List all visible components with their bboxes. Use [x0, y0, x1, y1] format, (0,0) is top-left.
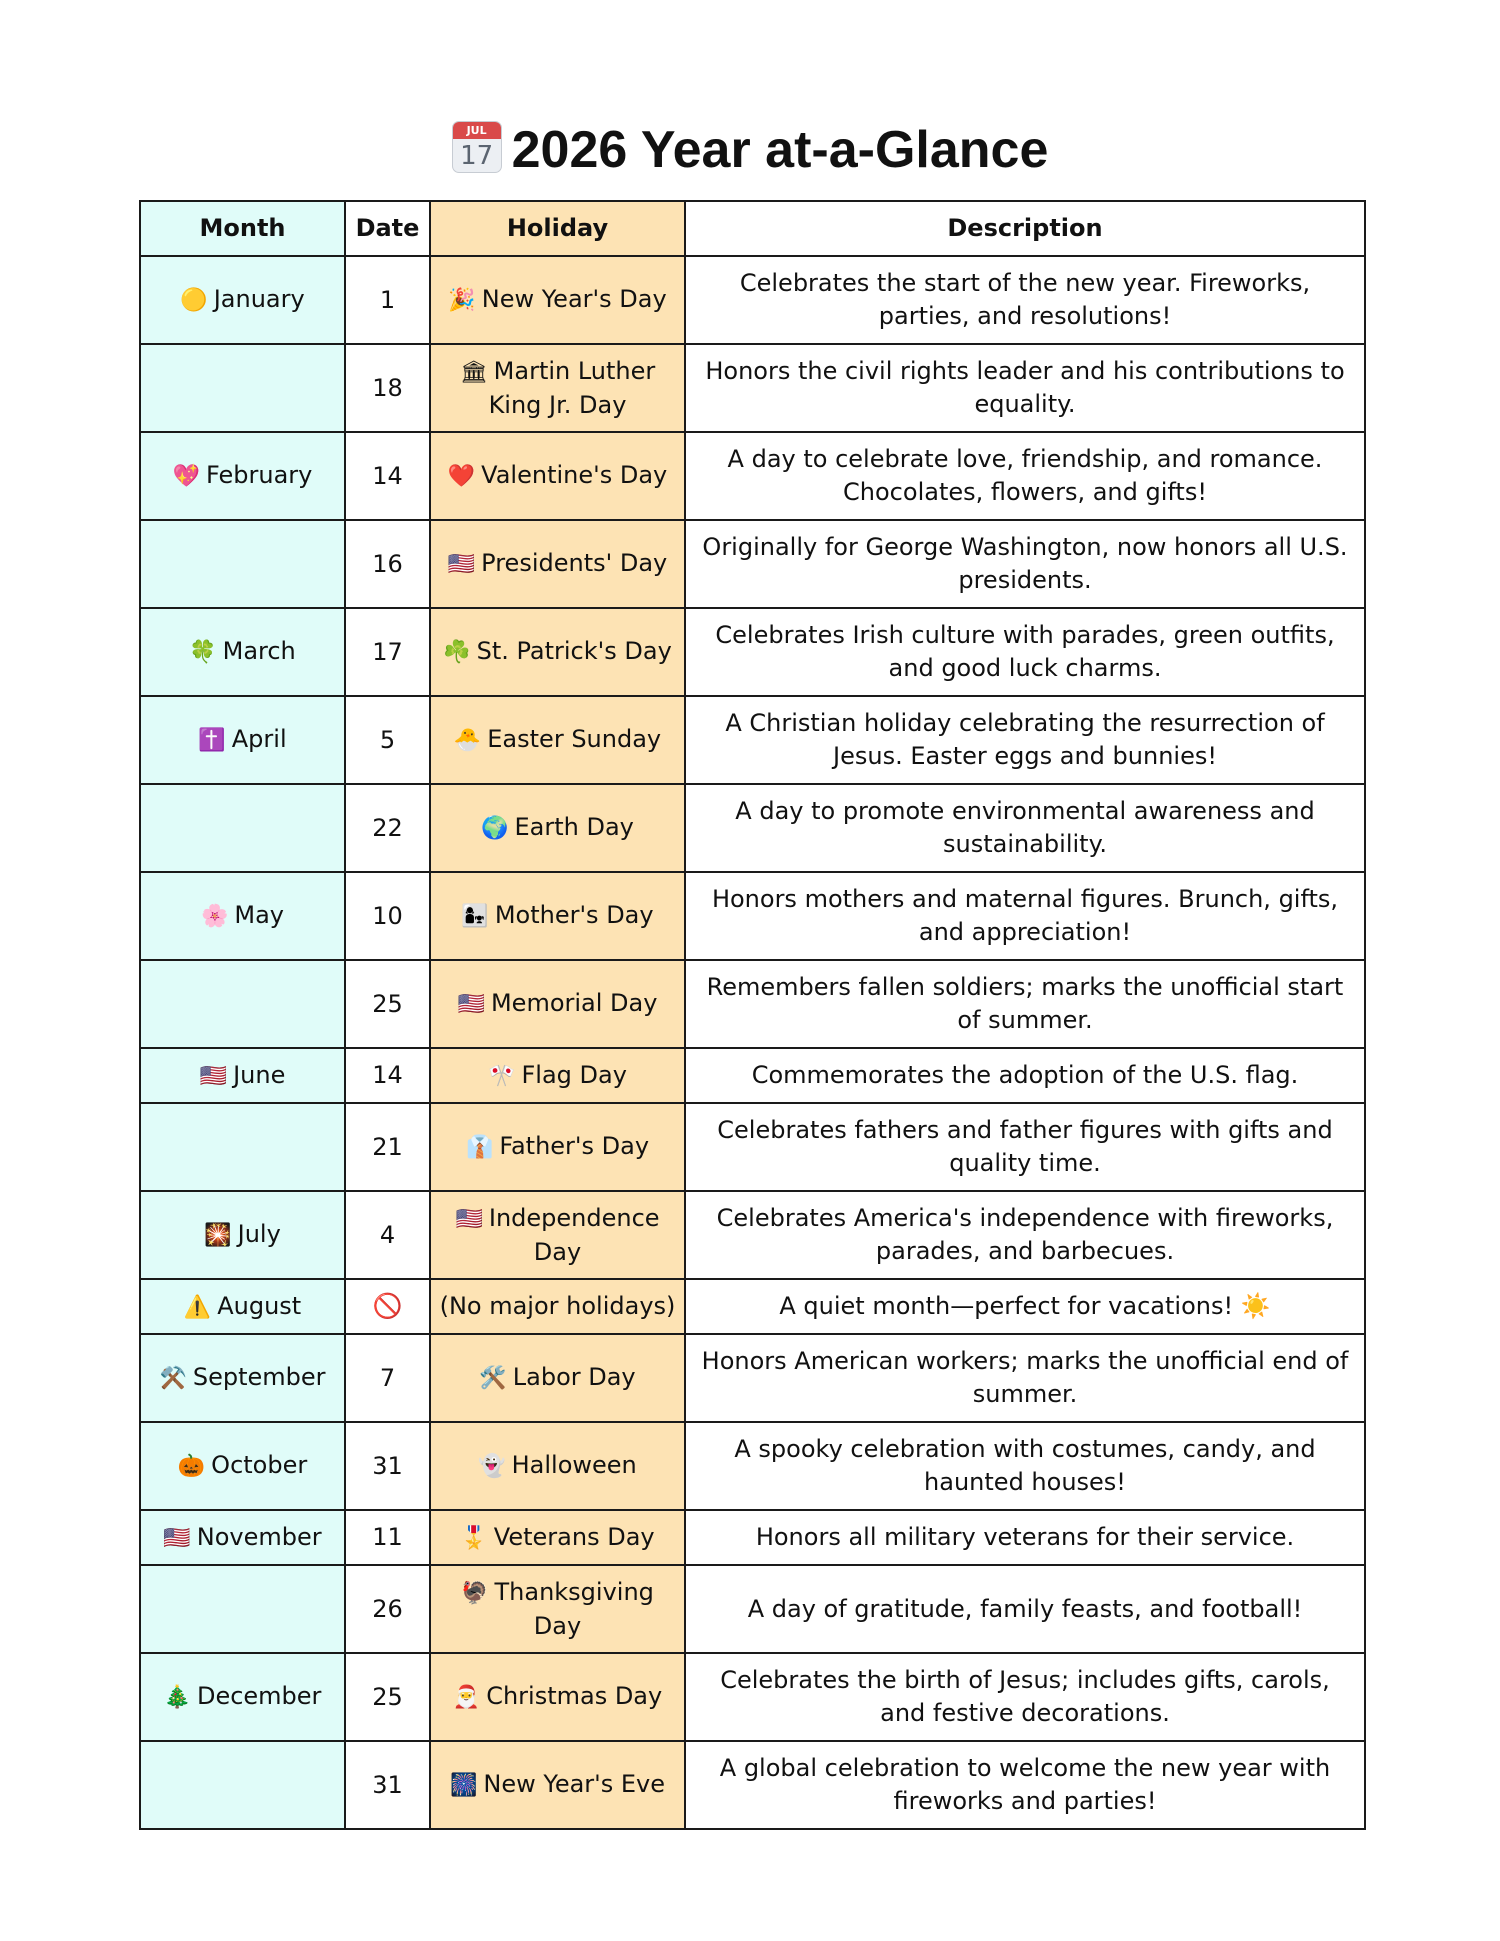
- holiday-table: [139, 200, 1366, 1830]
- date-cell: 17: [345, 608, 430, 696]
- holiday-cell: 🛠️ Labor Day: [430, 1334, 685, 1422]
- date-cell: 14: [345, 1048, 430, 1103]
- description-cell: Celebrates the birth of Jesus; includes gifts, carols, and festive decorations.: [685, 1653, 1365, 1741]
- date-cell: 22: [345, 784, 430, 872]
- month-icon: 🎇: [204, 1223, 232, 1248]
- holiday-cell: 👔 Father's Day: [430, 1103, 685, 1191]
- month-cell: ⚒️ September: [140, 1334, 345, 1422]
- description-cell: Commemorates the adoption of the U.S. flag.: [685, 1048, 1365, 1103]
- holiday-cell: 🇺🇸 Presidents' Day: [430, 520, 685, 608]
- description-cell: Celebrates fathers and father figures with gifts and quality time.: [685, 1103, 1365, 1191]
- table-row: [140, 1653, 1365, 1741]
- holiday-cell: 🌍 Earth Day: [430, 784, 685, 872]
- table-row: [140, 1103, 1365, 1191]
- month-cell: 🇺🇸 November: [140, 1510, 345, 1565]
- holiday-icon: 🎆: [449, 1773, 478, 1798]
- description-cell: Honors the civil rights leader and his contributions to equality.: [685, 344, 1365, 432]
- month-cell: 🌸 May: [140, 872, 345, 960]
- table-row: [140, 1334, 1365, 1422]
- holiday-icon: 🎉: [448, 288, 476, 313]
- month-icon: ⚠️: [183, 1294, 212, 1320]
- holiday-icon: 🛠️: [479, 1366, 507, 1391]
- description-cell: Celebrates America's independence with fireworks, parades, and barbecues.: [685, 1191, 1365, 1279]
- table-header-row: [140, 201, 1365, 256]
- holiday-cell: 🦃 Thanksgiving Day: [430, 1565, 685, 1653]
- table-row: [140, 1510, 1365, 1565]
- header-month: Month: [140, 201, 345, 256]
- date-cell: 21: [345, 1103, 430, 1191]
- table-row: [140, 432, 1365, 520]
- month-cell: ⚠️ August: [140, 1279, 345, 1334]
- month-cell: 🎇 July: [140, 1191, 345, 1279]
- holiday-icon: 🌍: [481, 816, 509, 841]
- month-cell: 🍀 March: [140, 608, 345, 696]
- description-cell: Honors mothers and maternal figures. Brunch, gifts, and appreciation!: [685, 872, 1365, 960]
- date-cell: 25: [345, 1653, 430, 1741]
- month-icon: 🌸: [200, 904, 229, 929]
- date-cell: 5: [345, 696, 430, 784]
- month-cell: [140, 1103, 345, 1191]
- description-cell: Celebrates the start of the new year. Fireworks, parties, and resolutions!: [685, 256, 1365, 344]
- month-icon: 💖: [172, 464, 201, 489]
- holiday-icon: 👔: [465, 1135, 494, 1160]
- month-cell: [140, 1741, 345, 1829]
- description-cell: Originally for George Washington, now honors all U.S. presidents.: [685, 520, 1365, 608]
- header-date: Date: [345, 201, 430, 256]
- holiday-icon: 🦃: [461, 1580, 489, 1606]
- month-cell: ✝️ April: [140, 696, 345, 784]
- holiday-cell: 🎖️ Veterans Day: [430, 1510, 685, 1565]
- holiday-cell: 👻 Halloween: [430, 1422, 685, 1510]
- month-icon: 🎄: [163, 1685, 191, 1710]
- month-icon: 🍀: [189, 640, 217, 665]
- holiday-cell: ☘️ St. Patrick's Day: [430, 608, 685, 696]
- date-cell: 18: [345, 344, 430, 432]
- holiday-icon: 🇺🇸: [455, 1206, 483, 1232]
- date-cell: 🚫: [345, 1279, 430, 1334]
- date-cell: 25: [345, 960, 430, 1048]
- table-row: [140, 608, 1365, 696]
- page-title-text: 2026 Year at-a-Glance: [511, 121, 1049, 179]
- description-cell: A day of gratitude, family feasts, and football!: [685, 1565, 1365, 1653]
- table-row: [140, 1565, 1365, 1653]
- month-cell: 💖 February: [140, 432, 345, 520]
- header-description: Description: [685, 201, 1365, 256]
- table-row: [140, 1741, 1365, 1829]
- table-row: [140, 960, 1365, 1048]
- description-cell: A quiet month—perfect for vacations! ☀️: [685, 1279, 1365, 1334]
- holiday-icon: 🐣: [453, 728, 482, 753]
- date-cell: 11: [345, 1510, 430, 1565]
- holiday-cell: 🎉 New Year's Day: [430, 256, 685, 344]
- description-cell: Celebrates Irish culture with parades, green outfits, and good luck charms.: [685, 608, 1365, 696]
- description-cell: Honors American workers; marks the unofficial end of summer.: [685, 1334, 1365, 1422]
- holiday-cell: 🎅 Christmas Day: [430, 1653, 685, 1741]
- description-cell: A Christian holiday celebrating the resurrection of Jesus. Easter eggs and bunnies!: [685, 696, 1365, 784]
- holiday-icon: 🇺🇸: [457, 992, 485, 1017]
- holiday-cell: (No major holidays): [430, 1279, 685, 1334]
- date-cell: 10: [345, 872, 430, 960]
- table-row: [140, 344, 1365, 432]
- month-icon: ⚒️: [159, 1366, 187, 1391]
- holiday-icon: ☘️: [443, 640, 471, 665]
- holiday-icon: 🏛: [459, 359, 488, 385]
- table-row: [140, 520, 1365, 608]
- description-cell: Remembers fallen soldiers; marks the unofficial start of summer.: [685, 960, 1365, 1048]
- date-cell: 4: [345, 1191, 430, 1279]
- table-row: [140, 1279, 1365, 1334]
- month-icon: 🟡: [180, 288, 208, 313]
- holiday-cell: 🎆 New Year's Eve: [430, 1741, 685, 1829]
- header-holiday: Holiday: [430, 201, 685, 256]
- month-icon: 🇺🇸: [163, 1525, 191, 1551]
- month-cell: 🎃 October: [140, 1422, 345, 1510]
- month-cell: 🎄 December: [140, 1653, 345, 1741]
- holiday-cell: 👩‍👧 Mother's Day: [430, 872, 685, 960]
- holiday-cell: 🇺🇸 Independence Day: [430, 1191, 685, 1279]
- description-cell: Honors all military veterans for their service.: [685, 1510, 1365, 1565]
- holiday-icon: ❤️: [447, 464, 476, 489]
- date-cell: 7: [345, 1334, 430, 1422]
- month-cell: 🟡 January: [140, 256, 345, 344]
- table-row: [140, 1048, 1365, 1103]
- date-cell: 31: [345, 1741, 430, 1829]
- month-icon: 🎃: [177, 1454, 206, 1479]
- month-icon: ✝️: [198, 728, 226, 753]
- holiday-cell: ❤️ Valentine's Day: [430, 432, 685, 520]
- month-cell: [140, 784, 345, 872]
- date-cell: 1: [345, 256, 430, 344]
- holiday-icon: 👻: [478, 1454, 506, 1479]
- holiday-icon: 🎖️: [460, 1525, 488, 1551]
- holiday-cell: 🏛 Martin Luther King Jr. Day: [430, 344, 685, 432]
- holiday-icon: 🇺🇸: [447, 552, 476, 577]
- month-icon: 🇺🇸: [199, 1063, 228, 1089]
- table-row: [140, 256, 1365, 344]
- table-row: [140, 872, 1365, 960]
- date-cell: 16: [345, 520, 430, 608]
- table-row: [140, 784, 1365, 872]
- month-cell: [140, 1565, 345, 1653]
- holiday-cell: 🎌 Flag Day: [430, 1048, 685, 1103]
- month-cell: [140, 344, 345, 432]
- calendar-icon: JUL 17: [452, 121, 502, 173]
- table-row: [140, 1422, 1365, 1510]
- date-cell: 14: [345, 432, 430, 520]
- table-row: [140, 696, 1365, 784]
- holiday-icon: 🎅: [452, 1685, 481, 1710]
- month-cell: 🇺🇸 June: [140, 1048, 345, 1103]
- holiday-cell: 🐣 Easter Sunday: [430, 696, 685, 784]
- page-title: [0, 118, 1500, 182]
- table-row: [140, 1191, 1365, 1279]
- month-cell: [140, 960, 345, 1048]
- holiday-icon: 👩‍👧: [461, 904, 489, 929]
- description-cell: A global celebration to welcome the new year with fireworks and parties!: [685, 1741, 1365, 1829]
- month-cell: [140, 520, 345, 608]
- description-cell: A spooky celebration with costumes, candy, and haunted houses!: [685, 1422, 1365, 1510]
- date-cell: 31: [345, 1422, 430, 1510]
- holiday-cell: 🇺🇸 Memorial Day: [430, 960, 685, 1048]
- description-cell: A day to celebrate love, friendship, and romance. Chocolates, flowers, and gifts!: [685, 432, 1365, 520]
- date-cell: 26: [345, 1565, 430, 1653]
- holiday-icon: 🎌: [488, 1063, 516, 1089]
- description-cell: A day to promote environmental awareness and sustainability.: [685, 784, 1365, 872]
